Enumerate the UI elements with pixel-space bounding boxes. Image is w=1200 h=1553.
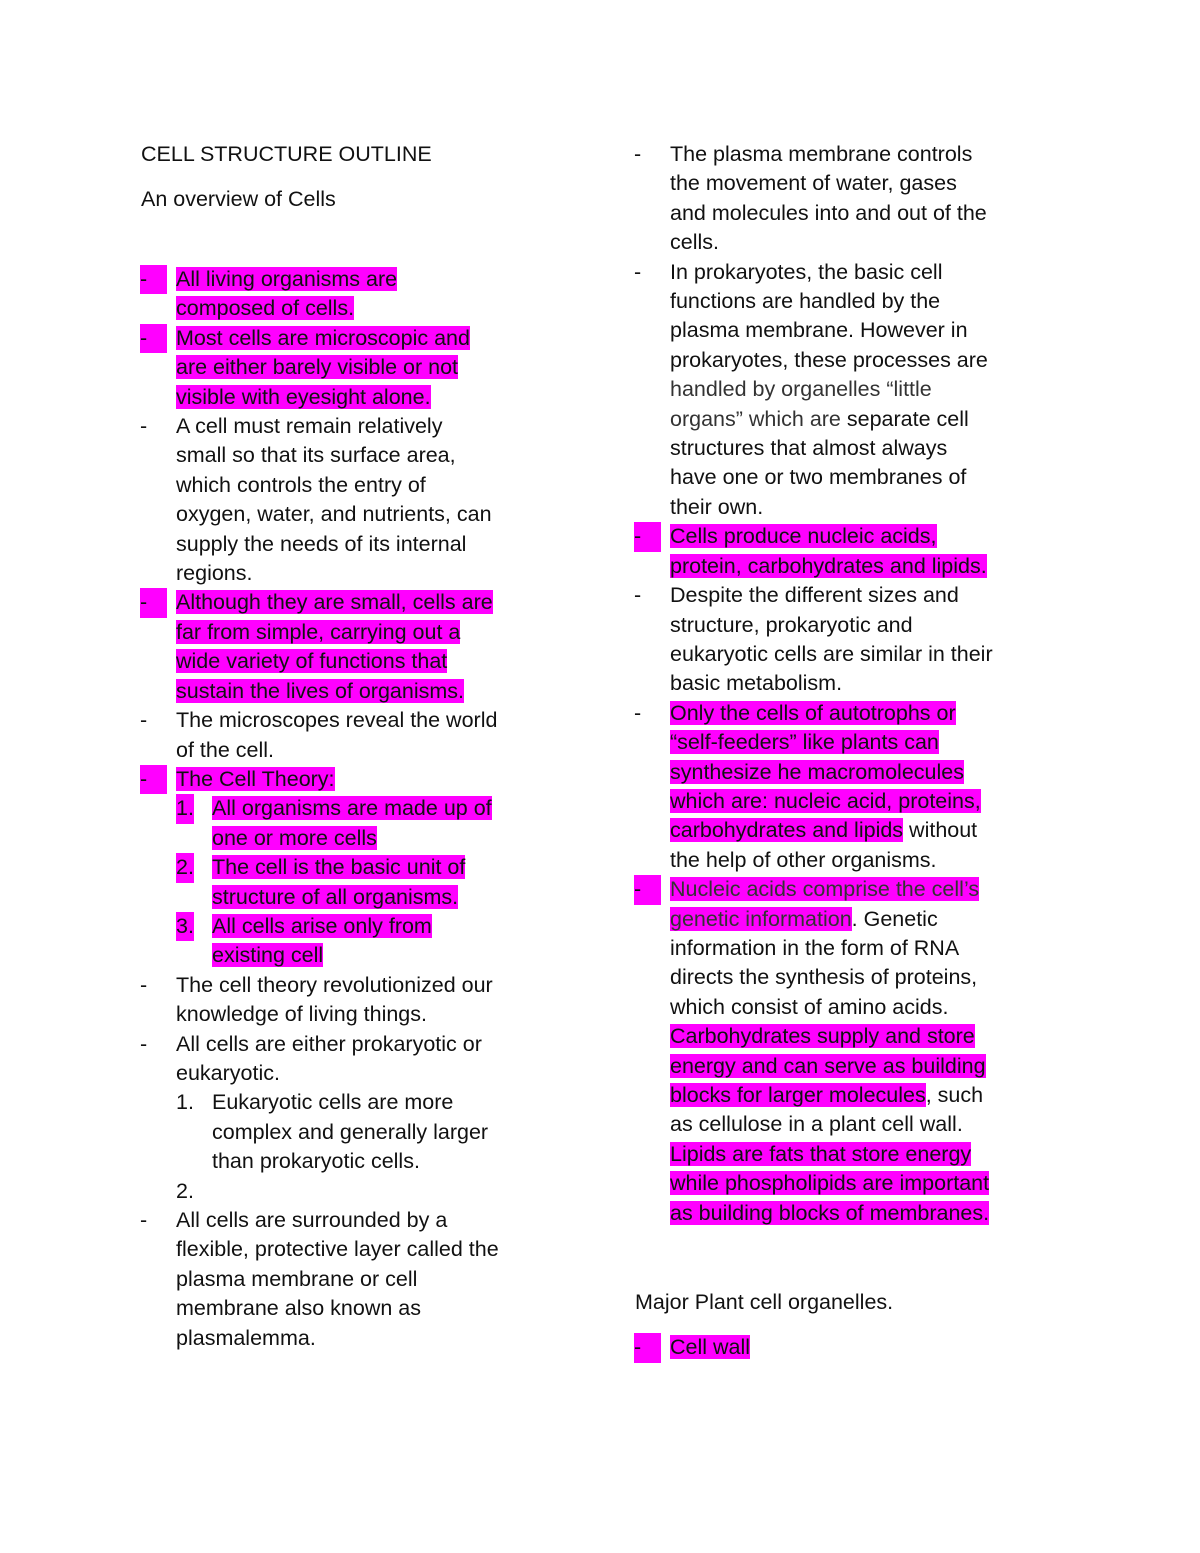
bullet-dash: -	[634, 875, 661, 904]
eukaryotic-item-1: 1. Eukaryotic cells are more complex and generally larger than prokaryotic cells.	[176, 1090, 489, 1174]
bullet-cells-produce: - Cells produce nucleic acids, protein, carbohydrates and lipids.	[634, 524, 987, 578]
bullet-dash: -	[140, 1031, 148, 1056]
section-heading-plant-organelles: Major Plant cell organelles.	[635, 1290, 894, 1315]
bullet-autotrophs: - Only the cells of autotrophs or “self-feeders” like plants can synthesize he macromolecules which are: nucleic acid, proteins, carbohydrates and lipids without the help of other organisms.	[634, 700, 981, 872]
bullet-dash: -	[140, 972, 148, 997]
bullet-plasma-membrane: - All cells are surrounded by a flexible, protective layer called the plasma membrane or cell membrane also known as plasmalemma.	[140, 1207, 499, 1350]
bullet-dash: -	[634, 259, 642, 284]
bullet-theory-revolutionized: - The cell theory revolutionized our knowledge of living things.	[140, 972, 493, 1027]
bullet-dash: -	[634, 700, 642, 725]
bullet-dash: -	[140, 265, 167, 294]
bullet-dash: -	[140, 708, 148, 733]
eukaryotic-item-2: 2.	[176, 1178, 194, 1203]
bullet-dash: -	[634, 583, 642, 608]
bullet-dash: -	[140, 414, 148, 439]
bullet-nucleic-acids: - Nucleic acids comprise the cell’s genetic information. Genetic information in the form of RNA directs the synthesis of proteins, which consist of amino acids. Carbohydrates supply and store energy and can serve as building blocks for larger molecules, such as cellulose in a plant cell wall. Lipids are fats that store energy while phospholipids are important as building blocks of membranes.	[634, 877, 990, 1225]
theory-item-2: 2. The cell is the basic unit of structure of all organisms.	[176, 855, 466, 909]
bullet-dash: -	[140, 1207, 148, 1232]
bullet-cell-theory: - The Cell Theory:	[106, 765, 586, 794]
bullet-dash: -	[140, 765, 167, 794]
bullet-dash: -	[140, 588, 167, 617]
bullet-prokaryotes-functions: - In prokaryotes, the basic cell functions are handled by the plasma membrane. However in prokaryotes, these processes are handled by organelles “little organs” which are separate cell structures that almost always have one or two membranes of their own.	[634, 259, 988, 519]
theory-item-1: 1. All organisms are made up of one or more cells	[176, 796, 492, 850]
bullet-microscopes: - The microscopes reveal the world of the cell.	[140, 708, 498, 762]
left-column	[106, 140, 586, 1353]
bullet-cell-wall: - Cell wall	[600, 1333, 1080, 1362]
bullet-prokaryotic-eukaryotic: - All cells are either prokaryotic or eukaryotic.	[140, 1031, 482, 1085]
theory-item-3: 3. All cells arise only from existing cell	[176, 913, 432, 968]
bullet-membrane-controls: - The plasma membrane controls the movement of water, gases and molecules into and out of the cells.	[634, 142, 987, 255]
bullet-all-living: - All living organisms are composed of cells.	[140, 267, 398, 321]
document-subtitle: An overview of Cells	[141, 187, 336, 211]
bullet-far-from-simple: - Although they are small, cells are far from simple, carrying out a wide variety of functions that sustain the lives of organisms.	[140, 590, 493, 703]
bullet-dash: -	[634, 522, 661, 551]
right-column	[600, 140, 1080, 1363]
bullet-small-cell: - A cell must remain relatively small so that its surface area, which controls the entry of oxygen, water, and nutrients, can supply the needs of its internal regions.	[140, 414, 492, 586]
bullet-despite-sizes: - Despite the different sizes and structure, prokaryotic and eukaryotic cells are similar in their basic metabolism.	[634, 583, 993, 696]
bullet-dash: -	[634, 1333, 661, 1362]
document-title: CELL STRUCTURE OUTLINE	[141, 142, 432, 166]
bullet-dash: -	[140, 324, 167, 353]
bullet-microscopic: - Most cells are microscopic and are either barely visible or not visible with eyesight alone.	[140, 325, 470, 409]
bullet-dash: -	[634, 142, 642, 166]
